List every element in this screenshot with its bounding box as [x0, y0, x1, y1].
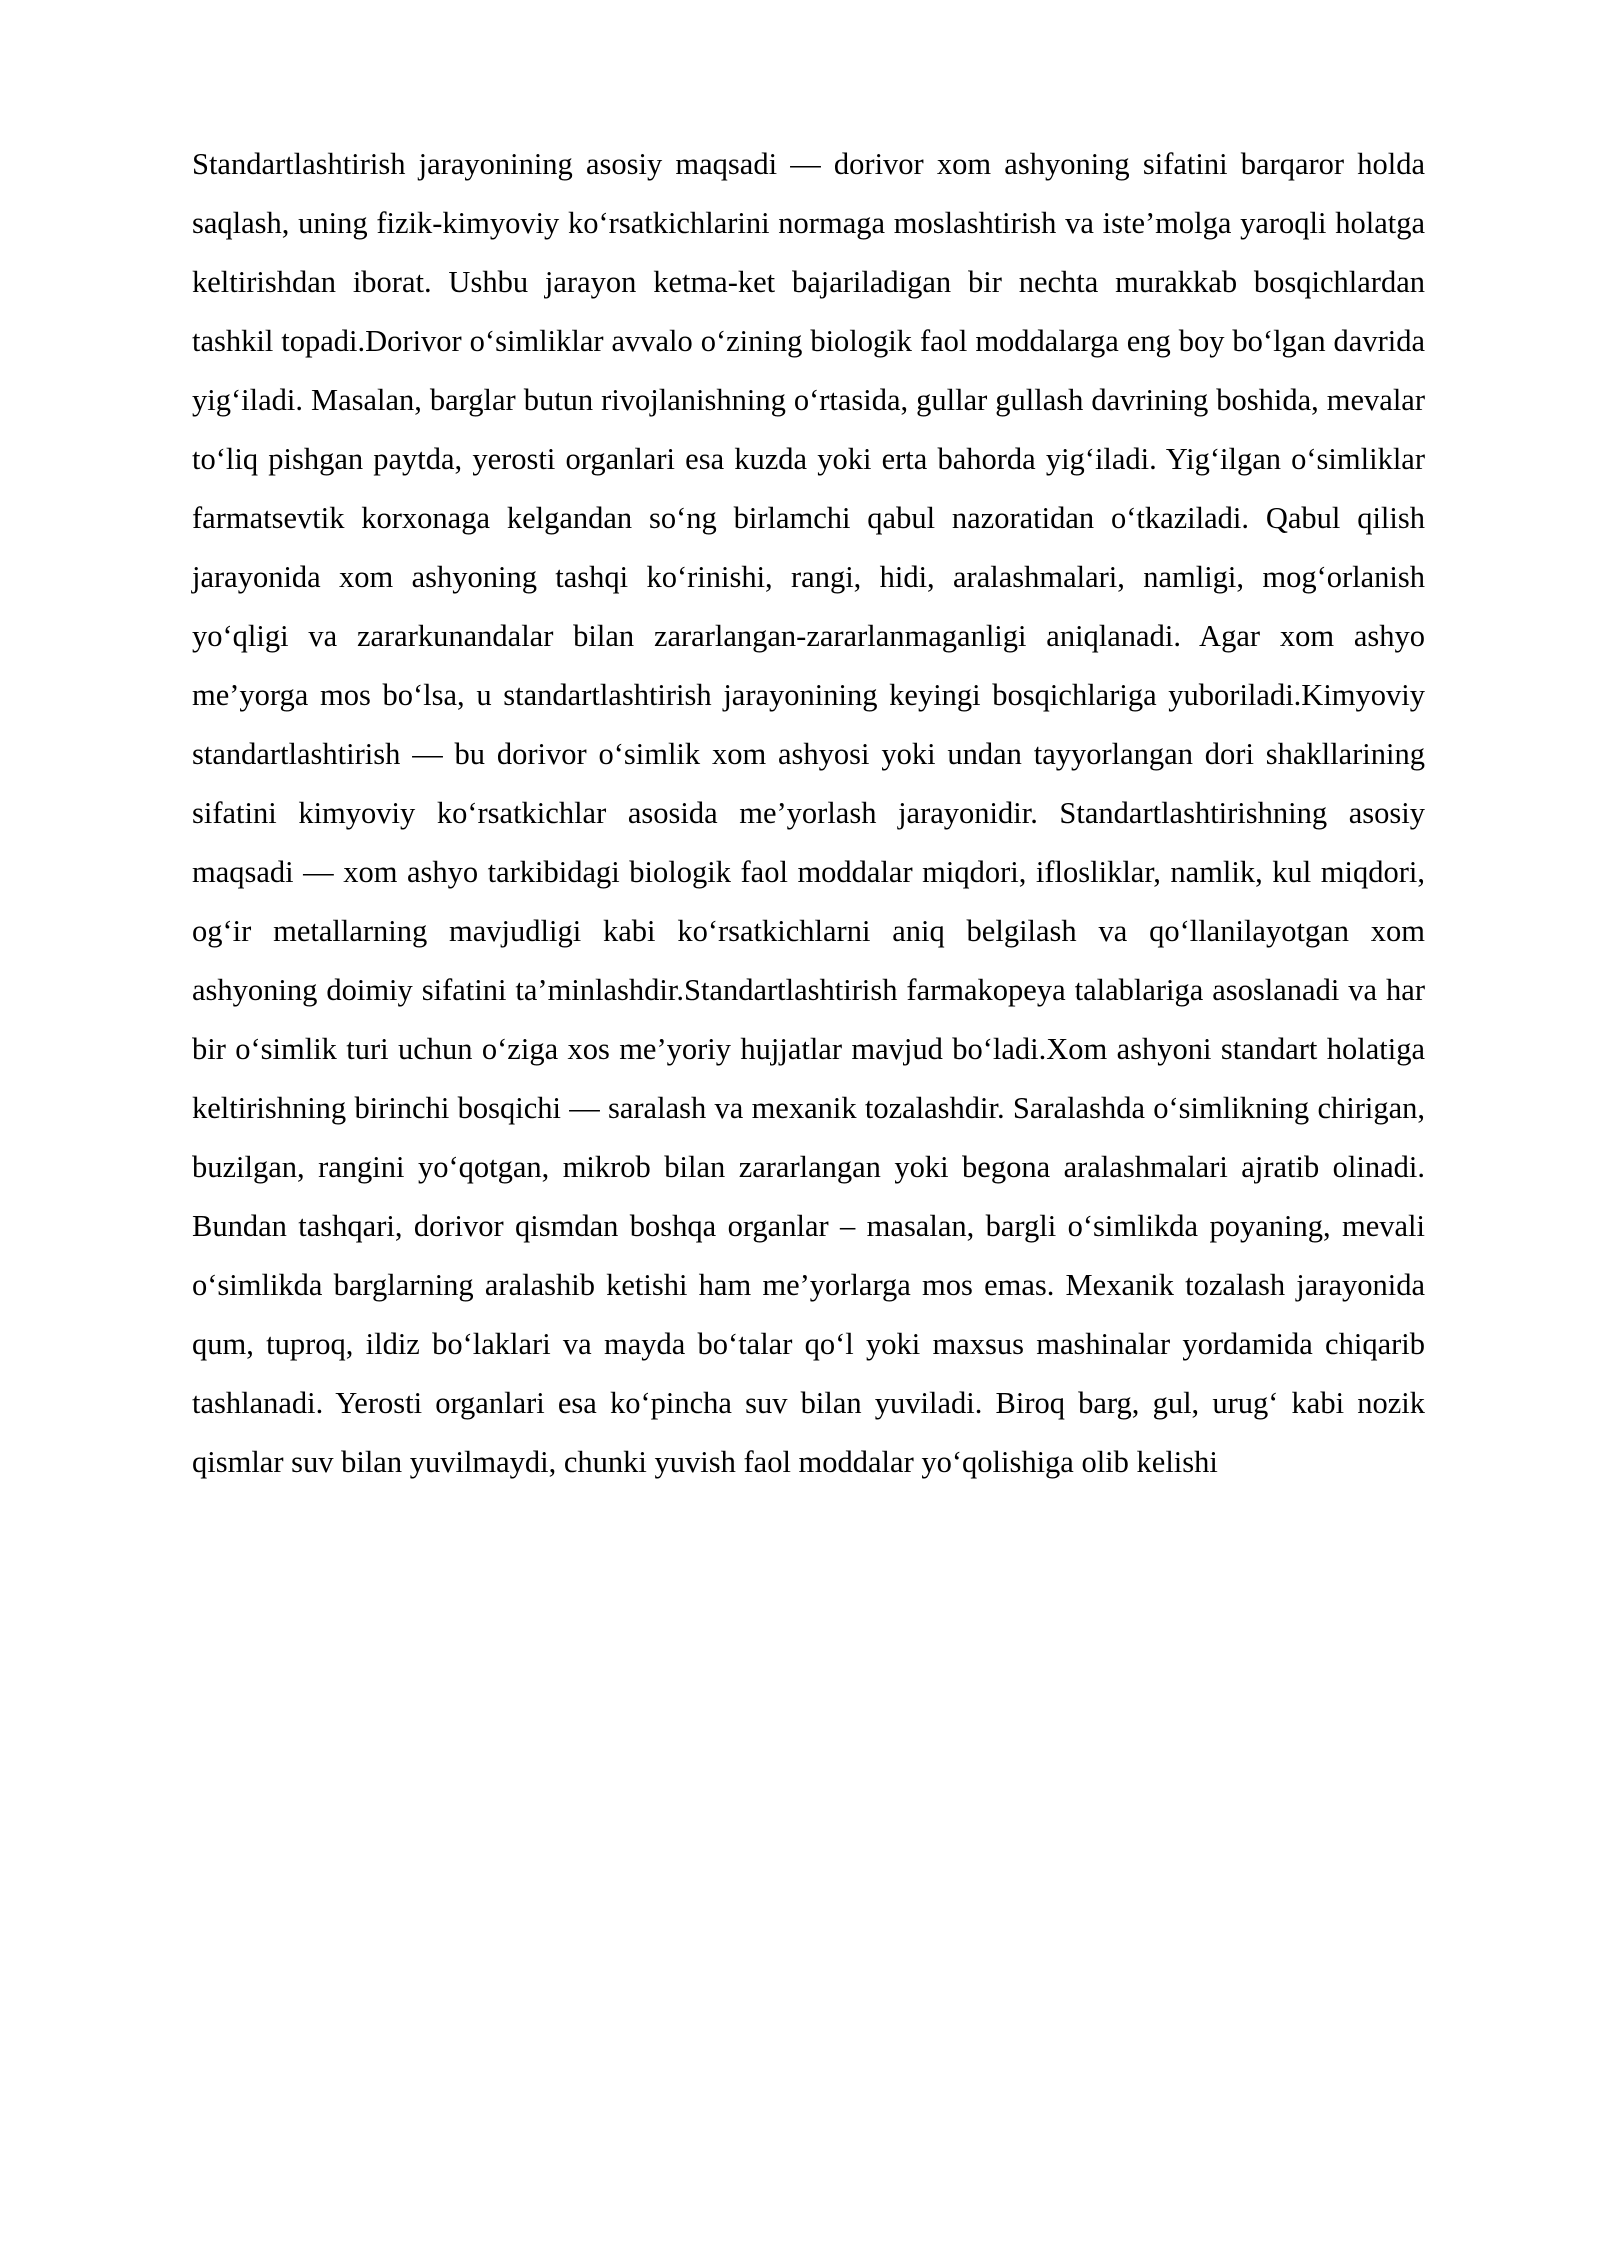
body-paragraph: Standartlashtirish jarayonining asosiy maqsadi — dorivor xom ashyoning sifatini barqaror holda saqlash, uning fizik-kimyoviy ko‘rsatkichlarini normaga moslashtirish va iste’molga yaroqli holatga keltirishdan iborat. Ushbu jarayon ketma-ket bajariladigan bir nechta murakkab bosqichlardan tashkil topadi.Dorivor o‘simliklar avvalo o‘zining biologik faol moddalarga eng boy bo‘lgan davrida yig‘iladi. Masalan, barglar butun rivojlanishning o‘rtasida, gullar gullash davrining boshida, mevalar to‘liq pishgan paytda, yerosti organlari esa kuzda yoki erta bahorda yig‘iladi. Yig‘ilgan o‘simliklar farmatsevtik korxonaga kelgandan so‘ng birlamchi qabul nazoratidan o‘tkaziladi. Qabul qilish jarayonida xom ashyoning tashqi ko‘rinishi, rangi, hidi, aralashmalari, namligi, mog‘orlanish yo‘qligi va zararkunandalar bilan zararlangan-zararlanmaganligi aniqlanadi. Agar xom ashyo me’yorga mos bo‘lsa, u standartlashtirish jarayonining keyingi bosqichlariga yuboriladi.Kimyoviy standartlashtirish — bu dorivor o‘simlik xom ashyosi yoki undan tayyorlangan dori shakllarining sifatini kimyoviy ko‘rsatkichlar asosida me’yorlash jarayonidir. Standartlashtirishning asosiy maqsadi — xom ashyo tarkibidagi biologik faol moddalar miqdori, iflosliklar, namlik, kul miqdori, og‘ir metallarning mavjudligi kabi ko‘rsatkichlarni aniq belgilash va qo‘llanilayotgan xom ashyoning doimiy sifatini ta’minlashdir.Standartlashtirish farmakopeya talablariga asoslanadi va har bir o‘simlik turi uchun o‘ziga xos me’yoriy hujjatlar mavjud bo‘ladi.Xom ashyoni standart holatiga keltirishning birinchi bosqichi — saralash va mexanik tozalashdir. Saralashda o‘simlikning chirigan, buzilgan, rangini yo‘qotgan, mikrob bilan zararlangan yoki begona aralashmalari ajratib olinadi. Bundan tashqari, dorivor qismdan boshqa organlar – masalan, bargli o‘simlikda poyaning, mevali o‘simlikda barglarning aralashib ketishi ham me’yorlarga mos emas. Mexanik tozalash jarayonida qum, tuproq, ildiz bo‘laklari va mayda bo‘talar qo‘l yoki maxsus mashinalar yordamida chiqarib tashlanadi. Yerosti organlari esa ko‘pincha suv bilan yuviladi. Biroq barg, gul, urug‘ kabi nozik qismlar suv bilan yuvilmaydi, chunki yuvish faol moddalar yo‘qolishiga olib kelishi [192, 147, 1425, 1479]
document-body [192, 135, 1425, 1492]
